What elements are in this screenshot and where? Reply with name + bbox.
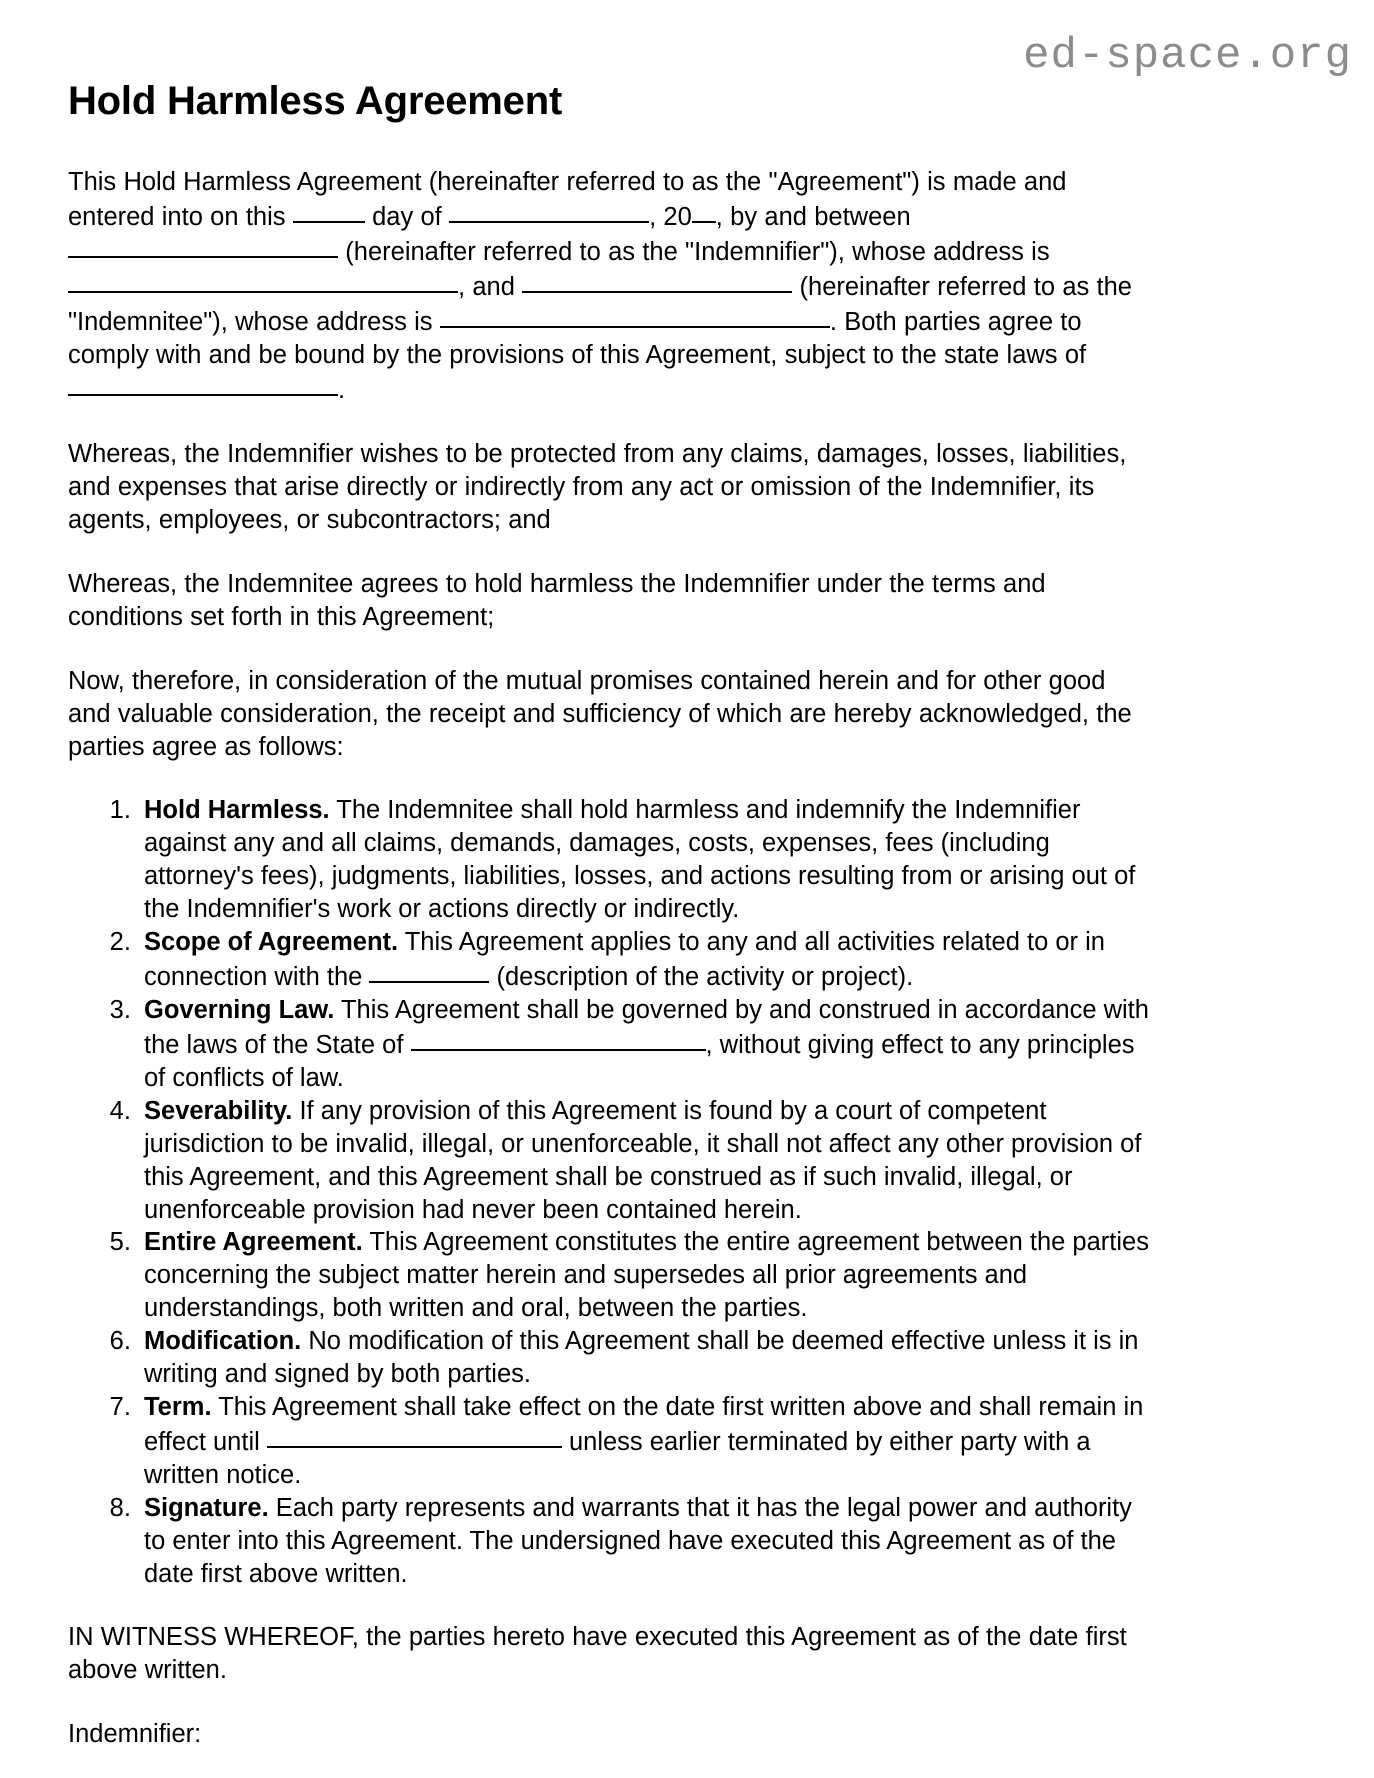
clause-body: The Indemnitee shall hold harmless and indemnify the Indemnifier against any and all claims, demands, damages, costs, expenses, fees (including attorney's fees), judgments, liabilities, losses, and actions resulting from or arising out of the Indemnifier's work or actions directly or indirectly. — [144, 796, 1136, 924]
blank-term-end-date[interactable] — [267, 1422, 562, 1448]
clause-body-after: unless earlier terminated by either party with a written notice. — [144, 1428, 1091, 1489]
clause-body-before: This Agreement shall take effect on the date first written above and shall remain in effect until — [144, 1392, 1144, 1457]
blank-activity-description[interactable] — [369, 957, 489, 983]
intro-sentence-2: day of — [372, 203, 442, 232]
clause-list — [68, 794, 1154, 1590]
clause-item-modification — [138, 1325, 1154, 1391]
clause-body: No modification of this Agreement shall be deemed effective unless it is in writing and signed by both parties. — [144, 1327, 1139, 1389]
clause-item-entire-agreement — [138, 1226, 1154, 1325]
intro-sentence-6: , and — [458, 273, 515, 302]
whereas-paragraph-2: Whereas, the Indemnitee agrees to hold harmless the Indemnifier under the terms and conditions set forth in this Agreement; — [68, 570, 1046, 631]
clause-item-hold-harmless — [138, 794, 1154, 926]
whereas-paragraph-1: Whereas, the Indemnifier wishes to be protected from any claims, damages, losses, liabilities, and expenses that arise directly or indirectly from any act or omission of the Indemnifier, its agents, employees, or subcontractors; and — [68, 440, 1127, 535]
clause-title: Entire Agreement. — [144, 1228, 363, 1257]
clause-item-scope-of-agreement — [138, 926, 1154, 994]
intro-paragraph — [68, 166, 1154, 407]
now-therefore-paragraph: Now, therefore, in consideration of the mutual promises contained herein and for other good and valuable consideration, the receipt and sufficiency of which are hereby acknowledged, the parties agree as follows: — [68, 666, 1132, 761]
blank-indemnifier-name[interactable] — [68, 232, 338, 258]
clause-title: Signature. — [144, 1493, 269, 1522]
clause-body: Each party represents and warrants that it has the legal power and authority to enter into this Agreement. The undersigned have executed this Agreement as of the date first above written. — [144, 1493, 1132, 1588]
site-watermark: ed-space.org — [1023, 31, 1352, 81]
page-title: Hold Harmless Agreement — [68, 79, 563, 123]
intro-sentence-9: . — [338, 376, 346, 405]
clause-item-severability — [138, 1095, 1154, 1227]
blank-month[interactable] — [449, 197, 649, 223]
clause-body-after: , without giving effect to any principles of conflicts of law. — [144, 1031, 1135, 1093]
blank-governing-state[interactable] — [411, 1025, 706, 1051]
intro-sentence-4: , by and between — [715, 203, 911, 232]
clause-body-before: This Agreement shall be governed by and construed in accordance with the laws of the State of — [144, 996, 1149, 1060]
clause-body-before: This Agreement applies to any and all activities related to or in connection with the — [144, 928, 1105, 992]
clause-body: If any provision of this Agreement is found by a court of competent jurisdiction to be invalid, illegal, or unenforceable, it shall not affect any other provision of this Agreement, and this Agreement shall be construed as if such invalid, illegal, or unenforceable provision had never been contained herein. — [144, 1096, 1142, 1224]
intro-sentence-7: (hereinafter referred to as the "Indemnitee"), whose address is — [68, 273, 1132, 337]
intro-sentence-8: . Both parties agree to comply with and be bound by the provisions of this Agreement, subject to the state laws of — [68, 308, 1087, 370]
clause-title: Hold Harmless. — [144, 796, 330, 825]
clause-title: Scope of Agreement. — [144, 928, 399, 957]
blank-indemnifier-address[interactable] — [68, 267, 458, 293]
clause-body-after: (description of the activity or project). — [496, 963, 914, 992]
blank-year[interactable] — [692, 197, 716, 223]
clause-title: Term. — [144, 1392, 212, 1421]
clause-body: This Agreement constitutes the entire agreement between the parties concerning the subject matter herein and supersedes all prior agreements and understandings, both written and oral, between the parties. — [144, 1228, 1149, 1323]
clause-item-signature — [138, 1492, 1154, 1591]
blank-state-law[interactable] — [68, 370, 338, 396]
blank-indemnitee-address[interactable] — [440, 302, 830, 328]
clause-title: Severability. — [144, 1096, 293, 1125]
document-body — [68, 78, 1154, 1751]
indemnifier-signature-label: Indemnifier: — [68, 1720, 202, 1749]
intro-sentence-1: This Hold Harmless Agreement (hereinafter referred to as the "Agreement") is made and entered into on this — [68, 168, 1067, 232]
clause-item-term — [138, 1391, 1154, 1492]
blank-indemnitee-name[interactable] — [522, 267, 792, 293]
witness-paragraph: IN WITNESS WHEREOF, the parties hereto have executed this Agreement as of the date first above written. — [68, 1623, 1127, 1685]
intro-sentence-5: (hereinafter referred to as the "Indemnifier"), whose address is — [345, 238, 1050, 267]
clause-title: Modification. — [144, 1327, 302, 1356]
clause-item-governing-law — [138, 994, 1154, 1095]
blank-day[interactable] — [293, 197, 365, 223]
clause-title: Governing Law. — [144, 996, 335, 1025]
intro-sentence-3: , 20 — [649, 203, 692, 232]
